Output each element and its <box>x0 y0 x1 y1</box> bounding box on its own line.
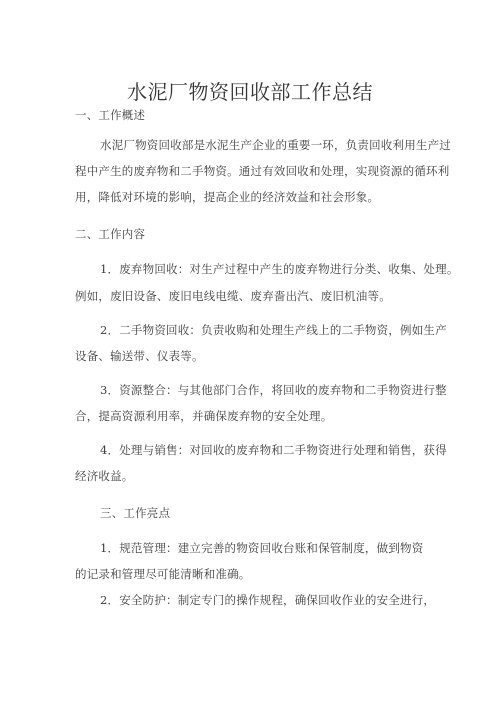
list-item-line: 设备、输送带、仪表等。 <box>75 349 204 363</box>
list-item-line: 1．废弃物回收：对生产过程中产生的废弃物进行分类、收集、处理。 <box>100 262 459 276</box>
list-item-line: 经济收益。 <box>75 469 134 483</box>
list-item-line: 2．二手物资回收：负责收购和处理生产线上的二手物资，例如生产 <box>100 323 447 337</box>
section-heading-overview: 一、工作概述 <box>75 108 146 122</box>
paragraph-line: 水泥厂物资回收部是水泥生产企业的重要一环，负责回收利用生产过 <box>100 138 451 152</box>
list-item-line: 2．安全防护：制定专门的操作规程，确保回收作业的安全进行， <box>100 593 436 607</box>
list-item-line: 1．规范管理：建立完善的物资回收台账和保管制度，做到物资 <box>100 541 424 555</box>
list-item-line: 合，提高资源利用率，并确保废弃物的安全处理。 <box>75 409 333 423</box>
paragraph-line: 用，降低对环境的影响，提高企业的经济效益和社会形象。 <box>75 190 380 204</box>
list-item-line: 3．资源整合：与其他部门合作，将回收的废弃物和二手物资进行整 <box>100 383 447 397</box>
paragraph-line: 程中产生的废弃物和二手物资。通过有效回收和处理，实现资源的循环利 <box>75 164 450 178</box>
list-item-line: 4．处理与销售：对回收的废弃物和二手物资进行处理和销售，获得 <box>100 443 447 457</box>
document-title: 水泥厂物资回收部工作总结 <box>127 80 373 104</box>
section-heading-highlights: 三、工作亮点 <box>100 506 171 520</box>
section-heading-content: 二、工作内容 <box>75 227 146 241</box>
list-item-line: 例如，废旧设备、废旧电线电缆、废弃嗇出汽、废旧机油等。 <box>75 289 391 303</box>
list-item-line: 的记录和管理尽可能清晰和准确。 <box>75 567 251 581</box>
